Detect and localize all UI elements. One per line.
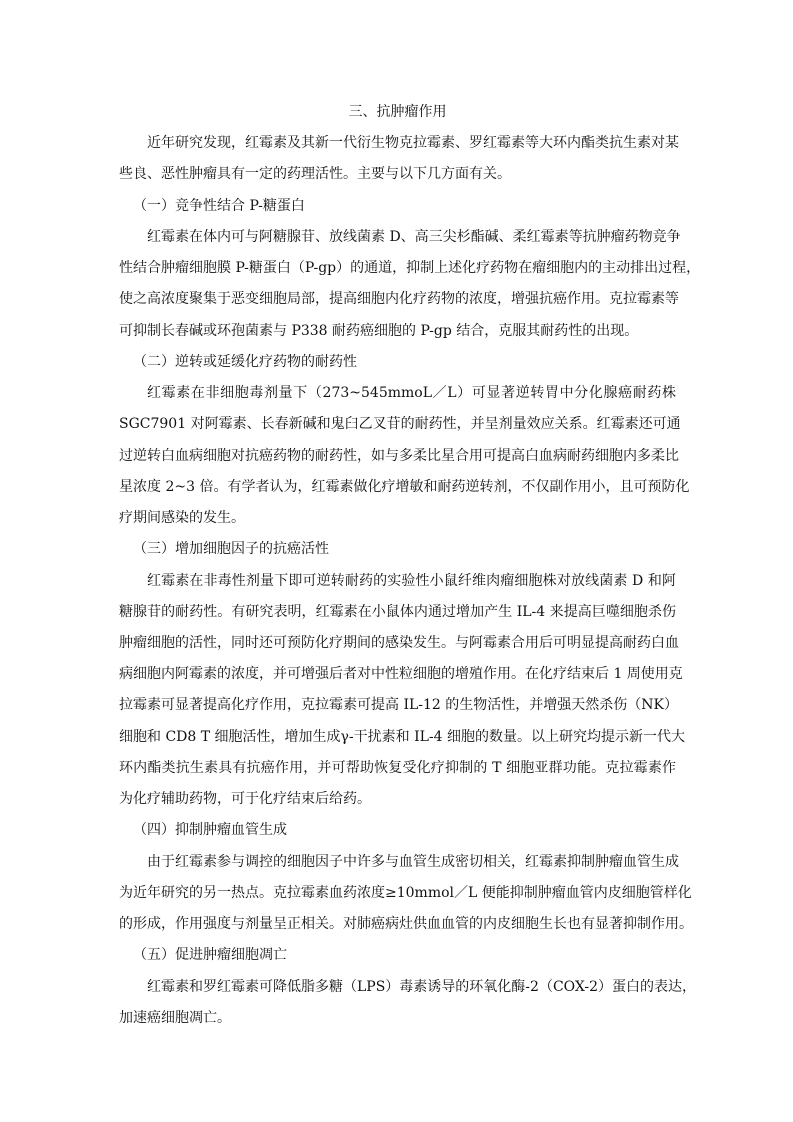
- paragraph: [119, 847, 693, 941]
- paragraph-line: 使之高浓度聚集于恶变细胞局部，提高细胞内化疗药物的浓度，增强抗癌作用。克拉霉素等: [119, 291, 679, 308]
- subsection-heading: （三）增加细胞因子的抗癌活性: [133, 541, 329, 558]
- paragraph: [119, 222, 701, 347]
- paragraph-line: 红霉素和罗红霉素可降低脂多糖（LPS）毒素诱导的环氧化酶-2（COX-2）蛋白的表达，: [147, 978, 696, 995]
- document-page: [119, 97, 701, 1034]
- subsection-heading: （四）抑制肿瘤血管生成: [133, 822, 287, 839]
- intro-paragraph: [119, 128, 679, 190]
- subsection-heading: （一）竞争性结合 P-糖蛋白: [133, 197, 305, 214]
- paragraph-line: 疗期间感染的发生。: [119, 510, 245, 527]
- paragraph-line: 性结合肿瘤细胞膜 P-糖蛋白（P-gp）的通道，抑制上述化疗药物在瘤细胞内的主动排出过程，: [119, 260, 701, 277]
- paragraph-line: 由于红霉素参与调控的细胞因子中许多与血管生成密切相关，红霉素抑制肿瘤血管生成: [147, 853, 679, 870]
- paragraph-line: 细胞和 CD8 T 细胞活性，增加生成γ-干扰素和 IL-4 细胞的数量。以上研究均提示新一代大: [119, 728, 685, 745]
- paragraph-line: 肿瘤细胞的活性，同时还可预防化疗期间的感染发生。与阿霉素合用后可明显提高耐药白血: [119, 634, 679, 651]
- paragraph-line: 加速癌细胞凋亡。: [119, 1009, 231, 1026]
- paragraph-line: 为化疗辅助药物，可于化疗结束后给药。: [119, 791, 371, 808]
- paragraph-line: 红霉素在非毒性剂量下即可逆转耐药的实验性小鼠纤维肉瘤细胞株对放线菌素 D 和阿: [147, 572, 676, 589]
- subsection-heading: （二）逆转或延缓化疗药物的耐药性: [133, 353, 357, 370]
- paragraph-line: 红霉素在体内可与阿糖腺苷、放线菌素 D、高三尖杉酯碱、柔红霉素等抗肿瘤药物竞争: [147, 228, 681, 245]
- paragraph: [119, 972, 696, 1034]
- subsection-heading: （五）促进肿瘤细胞凋亡: [133, 947, 287, 964]
- section-title: 三、抗肿瘤作用: [348, 104, 447, 120]
- paragraph-line: 为近年研究的另一热点。克拉霉素血药浓度≥10mmol／L 便能抑制肿瘤血管内皮细胞管样化: [119, 884, 692, 901]
- paragraph-line: 糖腺苷的耐药性。有研究表明，红霉素在小鼠体内通过增加产生 IL-4 来提高巨噬细胞杀伤: [119, 603, 676, 620]
- paragraph-line: 些良、恶性肿瘤具有一定的药理活性。主要与以下几方面有关。: [119, 166, 511, 183]
- paragraph-line: 的形成，作用强度与剂量呈正相关。对肺癌病灶供血血管的内皮细胞生长也有显著抑制作用。: [119, 916, 693, 933]
- paragraph-line: 可抑制长春碱或环孢菌素与 P338 耐药癌细胞的 P-gp 结合，克服其耐药性的出现。: [119, 322, 639, 339]
- paragraph-line: 星浓度 2~3 倍。有学者认为，红霉素做化疗增敏和耐药逆转剂，不仅副作用小，且可预防化: [119, 478, 690, 495]
- paragraph-line: 环内酯类抗生素具有抗癌作用，并可帮助恢复受化疗抑制的 T 细胞亚群功能。克拉霉素作: [119, 759, 676, 776]
- paragraph-line: 过逆转白血病细胞对抗癌药物的耐药性，如与多柔比星合用可提高白血病耐药细胞内多柔比: [119, 447, 679, 464]
- paragraph-line: 拉霉素可显著提高化疗作用，克拉霉素可提高 IL-12 的生物活性，并增强天然杀伤（NK）: [119, 697, 678, 714]
- paragraph-line: 红霉素在非细胞毒剂量下（273~545mmoL／L）可显著逆转胃中分化腺癌耐药株: [147, 385, 676, 402]
- paragraph-line: 病细胞内阿霉素的浓度，并可增强后者对中性粒细胞的增殖作用。在化疗结束后 1 周使用克: [119, 666, 683, 683]
- paragraph: [119, 378, 690, 534]
- paragraph: [119, 566, 685, 816]
- paragraph-line: 近年研究发现，红霉素及其新一代衍生物克拉霉素、罗红霉素等大环内酯类抗生素对某: [147, 135, 679, 152]
- paragraph-line: SGC7901 对阿霉素、长春新碱和鬼臼乙叉苷的耐药性，并呈剂量效应关系。红霉素还可通: [119, 416, 681, 433]
